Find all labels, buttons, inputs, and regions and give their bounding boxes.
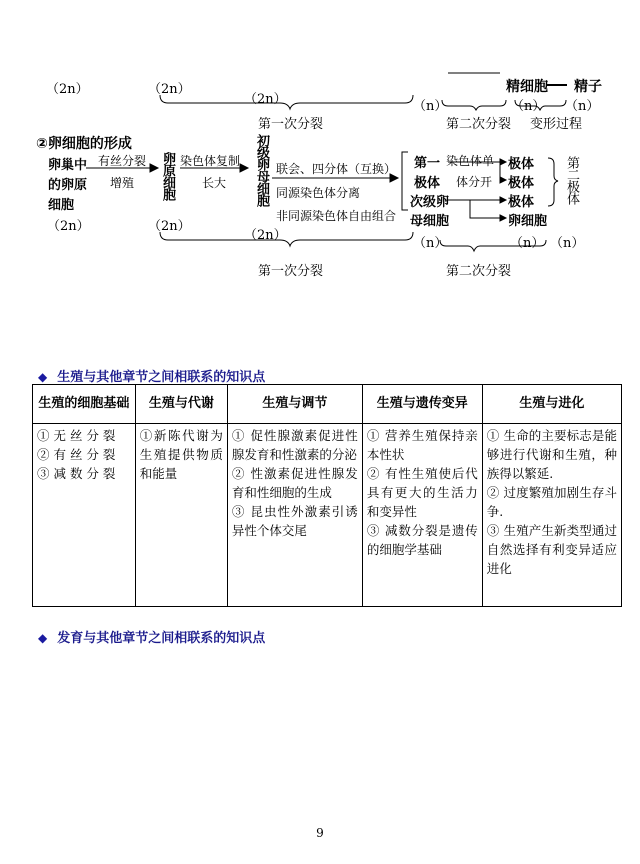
cell-item: ③ 生殖产生新类型通过自然选择有利变异适应进化: [486, 523, 617, 576]
section-heading: ◆ 发育与其他章节之间相联系的知识点: [38, 631, 266, 646]
transformation-label: 变形过程: [530, 117, 583, 132]
cell-item: ① 生命的主要标志是能够进行代谢和生殖，种族得以繁延.: [486, 428, 617, 481]
mitosis-label: 有丝分裂: [98, 154, 147, 168]
ploidy-label: （2n）: [244, 228, 287, 243]
ploidy-label: （2n）: [47, 219, 90, 234]
polar-body-label: 极体: [508, 195, 535, 210]
secondary-oocyte-label: 母细胞: [410, 214, 450, 229]
cell-item: ①新陈代谢为生殖提供物质和能量: [139, 428, 223, 481]
oogonium-origin: 卵巢中 的卵原 细胞: [48, 158, 88, 213]
cell-item: ① 无 丝 分 裂: [37, 428, 116, 443]
sperm-label: 精子: [574, 79, 602, 95]
second-division-label: 第二次分裂: [446, 117, 512, 132]
chromatid-separation-label: 体分开: [456, 175, 493, 189]
ploidy-label: （2n）: [244, 92, 287, 107]
first-polar-body-label: 极体: [414, 176, 441, 191]
column-header: 生殖与调节: [227, 385, 362, 424]
diamond-bullet-icon: ◆: [38, 370, 48, 384]
second-division-label: 第二次分裂: [446, 264, 512, 279]
polar-body-label: 极体: [508, 157, 535, 172]
cell-item: ② 过度繁殖加剧生存斗争.: [486, 485, 617, 519]
table-cell: [482, 424, 621, 607]
haploid-label: （n）: [550, 236, 585, 251]
haploid-label: （n）: [511, 99, 546, 114]
column-header: 生殖与进化: [482, 385, 621, 424]
egg-formation-heading: ②卵细胞的形成: [36, 136, 132, 152]
secondary-oocyte-label: 次级卵: [410, 195, 450, 210]
table-cell: [362, 424, 482, 607]
first-division-label: 第一次分裂: [258, 264, 324, 279]
cell-item: ② 有 丝 分 裂: [37, 447, 116, 462]
first-division-label: 第一次分裂: [258, 117, 324, 132]
haploid-label: （n）: [565, 99, 600, 114]
column-header: 生殖与代谢: [135, 385, 227, 424]
spermatid-label: 精细胞: [506, 79, 548, 95]
second-polar-body-label: 第二极体: [564, 156, 579, 204]
first-polar-body-label: 第一: [414, 156, 441, 171]
table-cell: [227, 424, 362, 607]
table-cell: [33, 424, 136, 607]
synapsis-label: 联会、四分体（互换）: [276, 162, 397, 176]
table-row: [33, 424, 622, 607]
knowledge-table: [32, 384, 622, 607]
ploidy-label: （2n）: [46, 82, 89, 97]
cell-item: ③ 昆虫性外激素引诱异性个体交尾: [231, 504, 358, 538]
cell-item: ② 性激素促进性腺发育和性细胞的生成: [231, 466, 358, 500]
nonhomolog-combination-label: 非同源染色体自由组合: [276, 209, 397, 223]
diamond-bullet-icon: ◆: [38, 631, 48, 645]
ploidy-label: （2n）: [148, 219, 191, 234]
primary-oocyte-label: 初级卵母细胞: [254, 134, 269, 206]
column-header: 生殖的细胞基础: [33, 385, 136, 424]
page-number: 9: [316, 826, 324, 840]
haploid-label: （n）: [413, 99, 448, 114]
polar-body-label: 极体: [508, 176, 535, 191]
homolog-separation-label: 同源染色体分离: [276, 186, 361, 200]
cell-item: ② 有性生殖使后代具有更大的生活力和变异性: [366, 466, 478, 519]
cell-item: ① 促性腺激素促进性腺发育和性激素的分泌: [231, 428, 358, 462]
haploid-label: （n）: [510, 236, 545, 251]
cell-item: ③ 减 数 分 裂: [37, 466, 116, 481]
haploid-label: （n）: [413, 236, 448, 251]
egg-cell-label: 卵细胞: [508, 214, 548, 229]
ploidy-label: （2n）: [148, 82, 191, 97]
table-cell: [135, 424, 227, 607]
chromatid-separation-label: 染色体单: [446, 154, 495, 168]
chromosome-replication-label: 染色体复制: [180, 154, 241, 168]
cell-item: ③ 减数分裂是遗传的细胞学基础: [366, 523, 478, 557]
column-header: 生殖与遗传变异: [362, 385, 482, 424]
table-header-row: [33, 385, 622, 424]
cell-item: ① 营养生殖保持亲本性状: [366, 428, 478, 462]
growth-label: 长大: [202, 176, 227, 190]
oogonium-label: 卵原细胞: [160, 152, 175, 200]
section-heading: ◆ 生殖与其他章节之间相联系的知识点: [38, 370, 266, 385]
proliferation-label: 增殖: [110, 176, 135, 190]
